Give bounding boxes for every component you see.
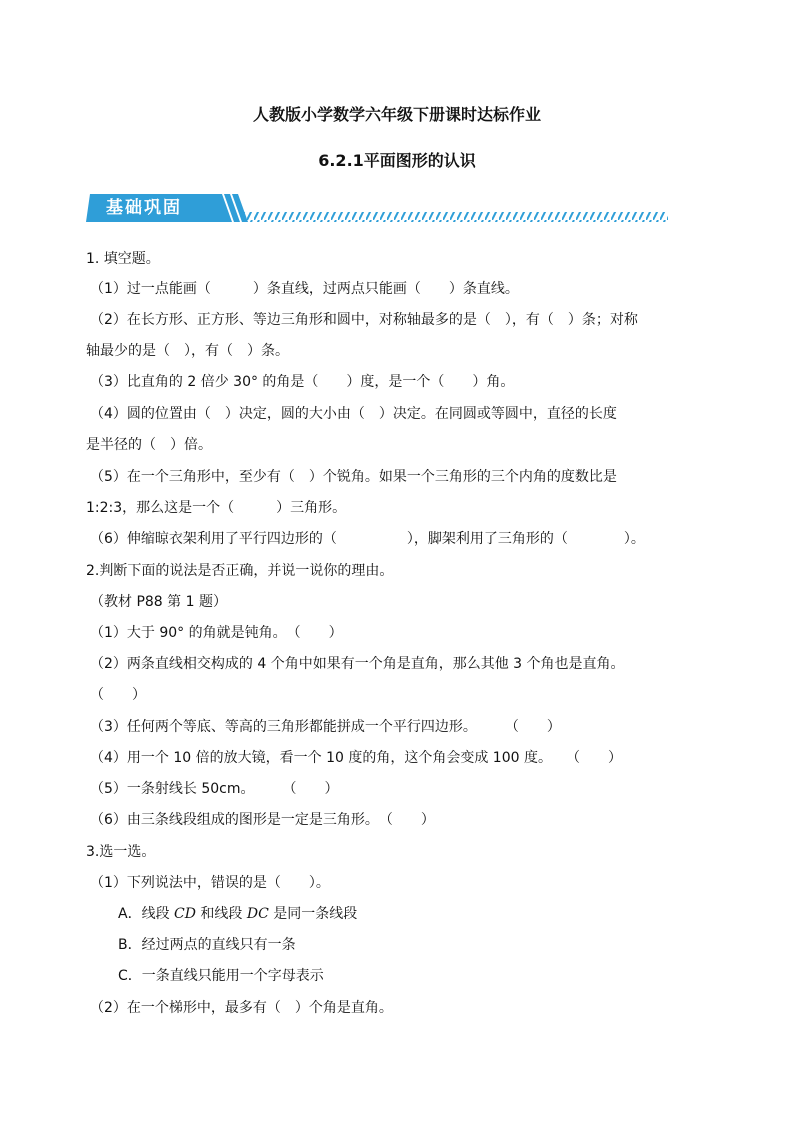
q1-item-3: （3）比直角的 2 倍少 30° 的角是（ ）度，是一个（ ）角。 <box>90 374 515 390</box>
q3-option-b: B．经过两点的直线只有一条 <box>118 937 296 953</box>
q1-item-5: （5）在一个三角形中，至少有（ ）个锐角。如果一个三角形的三个内角的度数比是 <box>90 469 617 485</box>
page-subtitle: 6.2.1平面图形的认识 <box>318 151 476 170</box>
q1-item-6: （6）伸缩晾衣架利用了平行四边形的（ ），脚架利用了三角形的（ ）。 <box>90 531 645 547</box>
q2-source-note: （教材 P88 第 1 题） <box>90 594 227 610</box>
q1-item-5-cont: 1:2:3，那么这是一个（ ）三角形。 <box>86 500 347 516</box>
q3-item-2: （2）在一个梯形中，最多有（ ）个角是直角。 <box>90 1000 393 1016</box>
q2-item-2: （2）两条直线相交构成的 4 个角中如果有一个角是直角，那么其他 3 个角也是直角。 <box>90 656 625 672</box>
q1-heading: 1. 填空题。 <box>86 251 160 267</box>
q1-item-4: （4）圆的位置由（ ）决定，圆的大小由（ ）决定。在同圆或等圆中，直径的长度 <box>90 406 617 422</box>
q1-item-4-cont: 是半径的（ ）倍。 <box>86 437 212 453</box>
q2-item-3: （3）任何两个等底、等高的三角形都能拼成一个平行四边形。 （ ） <box>90 719 561 735</box>
q2-item-6: （6）由三条线段组成的图形是一定是三角形。 （ ） <box>90 812 435 828</box>
q2-heading: 2.判断下面的说法是否正确，并说一说你的理由。 <box>86 563 394 579</box>
banner-label: 基础巩固 <box>106 198 182 218</box>
q3-item-1: （1）下列说法中，错误的是（ ）。 <box>90 875 330 891</box>
q1-item-1: （1）过一点能画（ ）条直线，过两点只能画（ ）条直线。 <box>90 281 519 297</box>
q2-item-5: （5）一条射线长 50cm。 （ ） <box>90 781 339 797</box>
q2-item-2-cont: （ ） <box>90 687 146 703</box>
segment-dc-label: DC <box>246 906 269 922</box>
q1-item-2: （2）在长方形、正方形、等边三角形和圆中，对称轴最多的是（ ），有（ ）条；对称 <box>90 312 638 328</box>
banner-hatch-stripe <box>244 212 668 222</box>
page-title: 人教版小学数学六年级下册课时达标作业 <box>252 105 541 124</box>
q2-item-1: （1）大于 90° 的角就是钝角。 （ ） <box>90 625 343 641</box>
segment-cd-label: CD <box>174 906 196 922</box>
q2-item-4: （4）用一个 10 倍的放大镜，看一个 10 度的角，这个角会变成 100 度。 （ ） <box>90 750 622 766</box>
q3-option-c: C．一条直线只能用一个字母表示 <box>118 968 324 984</box>
q3-option-a: A．线段 CD 和线段 DC 是同一条线段 <box>118 906 358 922</box>
q1-item-2-cont: 轴最少的是（ ），有（ ）条。 <box>86 343 289 359</box>
q3-heading: 3.选一选。 <box>86 844 156 860</box>
section-banner <box>86 190 676 226</box>
